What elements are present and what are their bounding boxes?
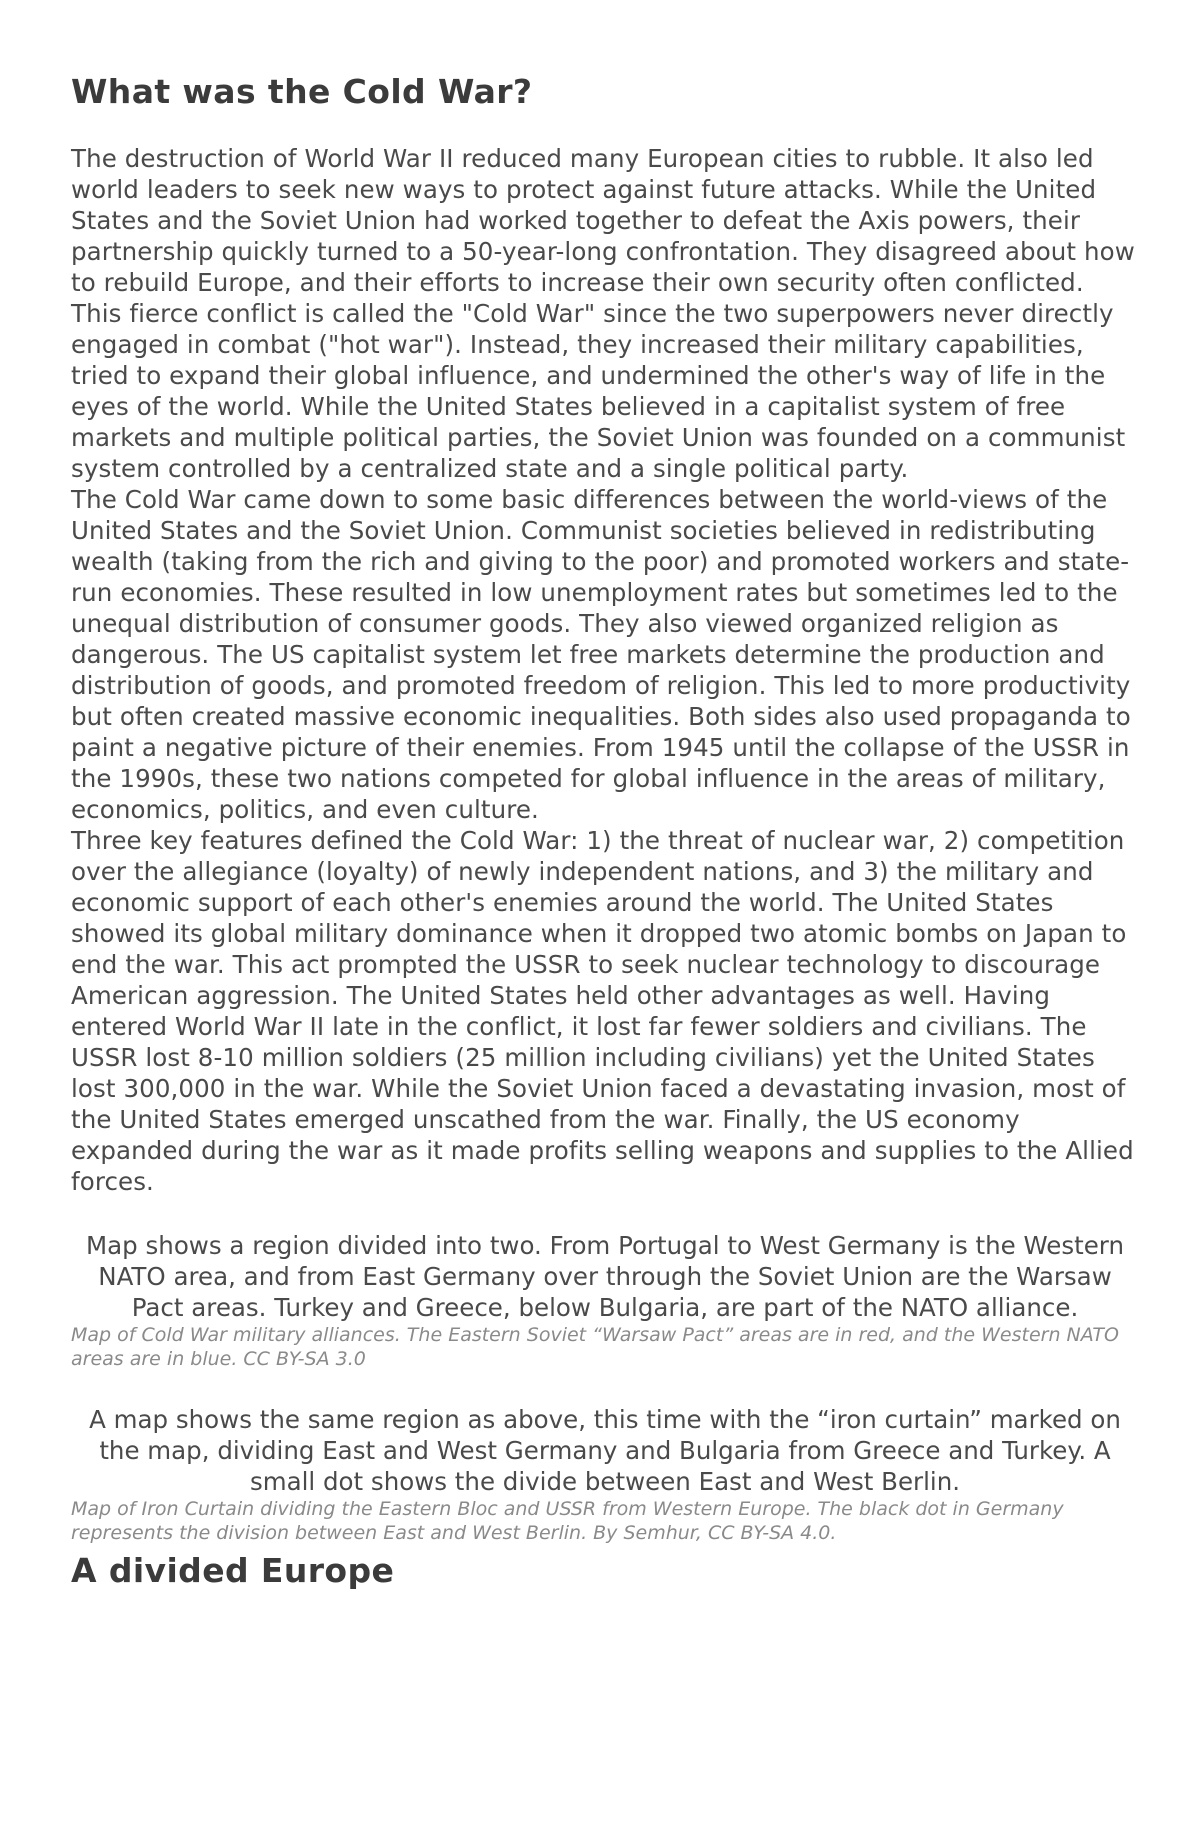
- figure-caption: Map of Cold War military alliances. The Eastern Soviet “Warsaw Pact” areas are in red, and the Western NATO areas are in blue. CC BY-SA 3.0: [71, 1324, 1119, 1370]
- figure-caption: Map of Iron Curtain dividing the Eastern Bloc and USSR from Western Europe. The black dot in Germany represents the division between East and West Berlin. By Semhur, CC BY-SA 4.0.: [71, 1498, 1064, 1544]
- paragraph-2: The Cold War came down to some basic differences between the world-views of the United States and the Soviet Union. Communist societies believed in redistributing wealth (taking from the rich and giving to the poor) and promoted workers and state-run economies. These resulted in low unemployment rates but sometimes led to the unequal distribution of consumer goods. They also viewed organized religion as dangerous. The US capitalist system let free markets determine the production and distribution of goods, and promoted freedom of religion. This led to more productivity but often created massive economic inequalities. Both sides also used propaganda to paint a negative picture of their enemies. From 1945 until the collapse of the USSR in the 1990s, these two nations competed for global influence in the areas of military, economics, politics, and even culture.: [71, 485, 1131, 824]
- article: [71, 66, 1139, 1597]
- paragraph-1: The destruction of World War II reduced many European cities to rubble. It also led world leaders to seek new ways to protect against future attacks. While the United States and the Soviet Union had worked together to defeat the Axis powers, their partnership quickly turned to a 50-year-long confrontation. They disagreed about how to rebuild Europe, and their efforts to increase their own security often conflicted. This fierce conflict is called the "Cold War" since the two superpowers never directly engaged in combat ("hot war"). Instead, they increased their military capabilities, tried to expand their global influence, and undermined the other's way of life in the eyes of the world. While the United States believed in a capitalist system of free markets and multiple political parties, the Soviet Union was founded on a communist system controlled by a centralized state and a single political party.: [71, 144, 1135, 483]
- article-body: [71, 143, 1139, 1197]
- paragraph-3: Three key features defined the Cold War: 1) the threat of nuclear war, 2) competition over the allegiance (loyalty) of newly independent nations, and 3) the military and economic support of each other's enemies around the world. The United States showed its global military dominance when it dropped two atomic bombs on Japan to end the war. This act prompted the USSR to seek nuclear technology to discourage American aggression. The United States held other advantages as well. Having entered World War II late in the conflict, it lost far fewer soldiers and civilians. The USSR lost 8-10 million soldiers (25 million including civilians) yet the United States lost 300,000 in the war. While the Soviet Union faced a devastating invasion, most of the United States emerged unscathed from the war. Finally, the US economy expanded during the war as it made profits selling weapons and supplies to the Allied forces.: [71, 826, 1134, 1196]
- figure-alt-text: A map shows the same region as above, this time with the “iron curtain” marked on the map, dividing East and West Germany and Bulgaria from Greece and Turkey. A small dot shows the divide between East and West Berlin.: [89, 1405, 1121, 1496]
- page-title: What was the Cold War?: [71, 72, 533, 111]
- figure-alt-text: Map shows a region divided into two. From Portugal to West Germany is the Western NATO area, and from East Germany over through the Soviet Union are the Warsaw Pact areas. Turkey and Greece, below Bulgaria, are part of the NATO alliance.: [86, 1231, 1124, 1322]
- figure-alliances-map: [71, 1230, 1139, 1371]
- section-heading: A divided Europe: [71, 1551, 395, 1590]
- figure-iron-curtain-map: [71, 1404, 1139, 1545]
